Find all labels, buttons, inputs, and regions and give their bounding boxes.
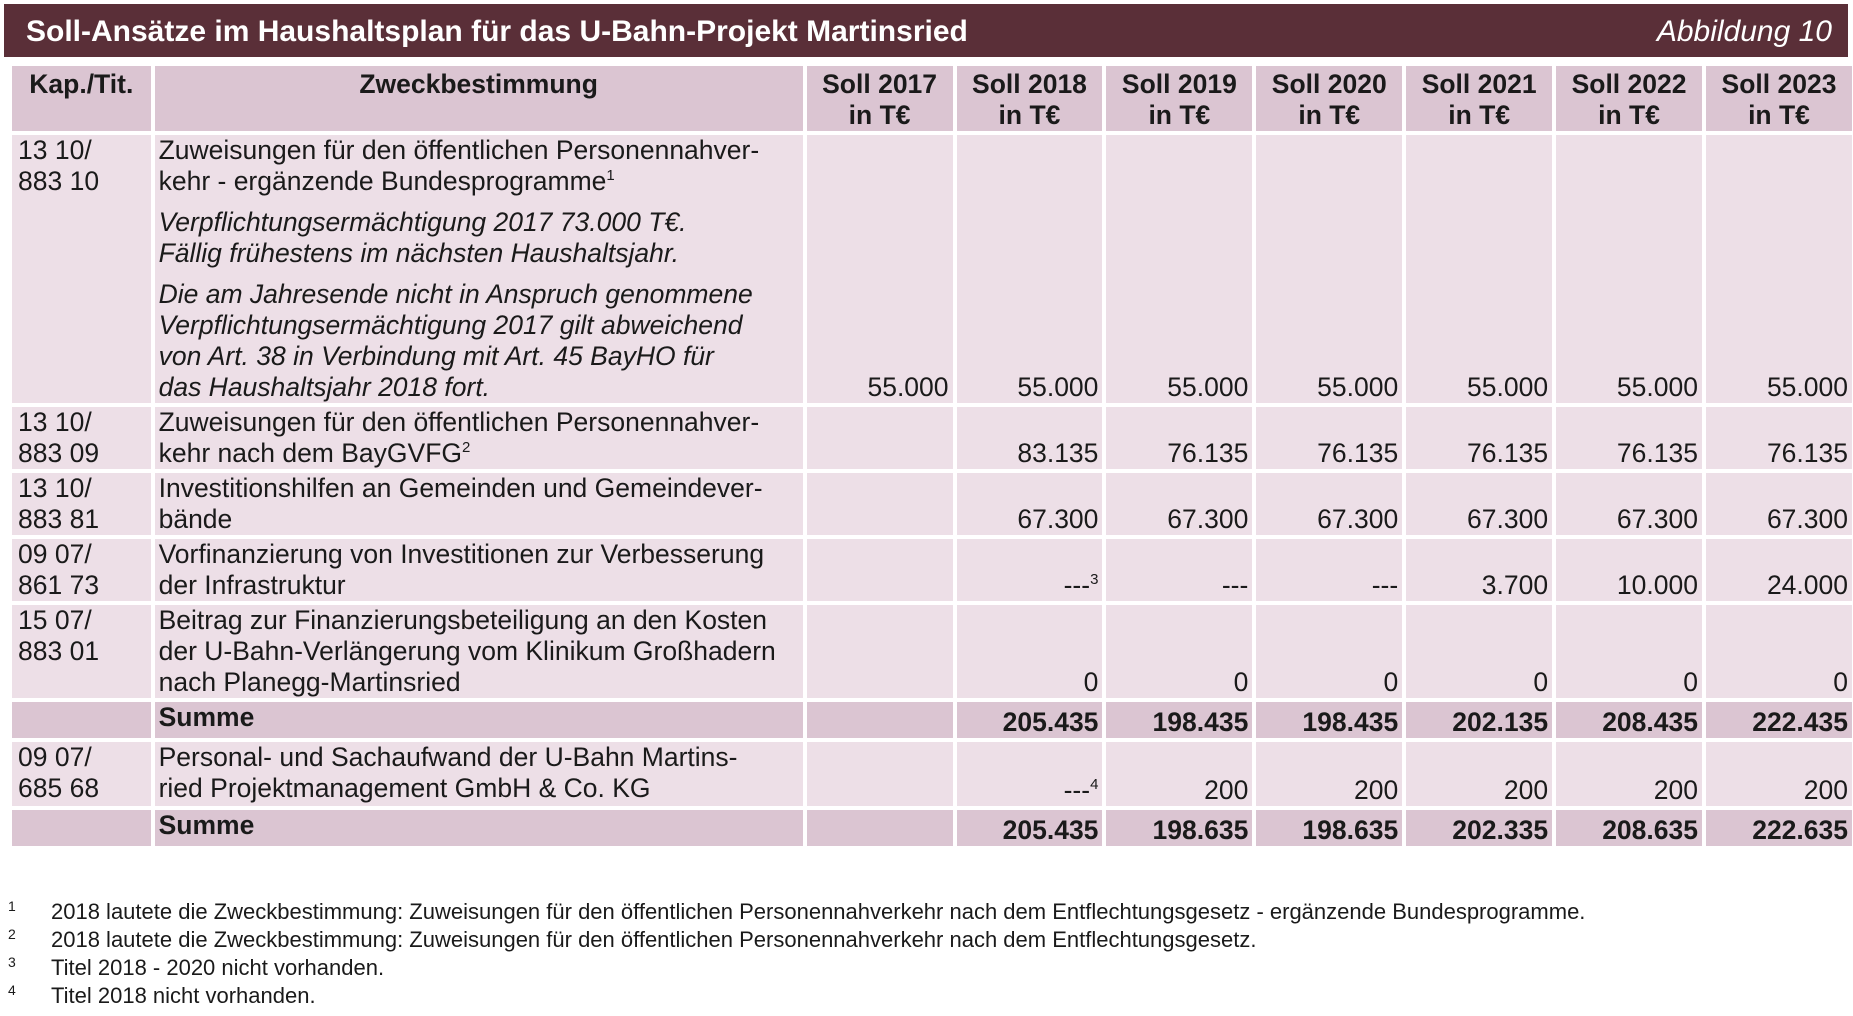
value-text: 198.635: [1302, 815, 1399, 845]
value-text: 222.435: [1752, 707, 1848, 737]
value-cell: [1706, 135, 1852, 403]
value-cell: [1406, 135, 1552, 403]
value-cell: [1556, 407, 1702, 469]
header-code: Kap./Tit.: [12, 66, 151, 131]
purpose-note: Die am Jahresende nicht in Anspruch genommene Verpflichtungsermächtigung 2017 gilt abweichend von Art. 38 in Verbindung mit Art. 45 BayHO für das Haushaltsjahr 2018 fort.: [158, 279, 753, 402]
account-code: 09 07/ 861 73: [12, 539, 151, 601]
sum-row: [12, 702, 1852, 738]
value-cell: [1256, 407, 1402, 469]
value-cell: [1706, 473, 1852, 535]
value-cell: [1106, 810, 1252, 846]
value-text: 3.700: [1481, 570, 1549, 600]
value-cell: [1556, 473, 1702, 535]
value-text: 67.300: [1766, 504, 1848, 534]
value-text: 55.000: [1317, 372, 1399, 402]
footnote-ref: 1: [606, 167, 615, 185]
table-row: [12, 605, 1852, 698]
account-code: 15 07/ 883 01: [12, 605, 151, 698]
account-code: 09 07/ 685 68: [12, 742, 151, 806]
table-body: [12, 135, 1852, 846]
value-cell: [1706, 702, 1852, 738]
value-cell: [1406, 605, 1552, 698]
value-text: 202.135: [1452, 707, 1549, 737]
footnote-text: Titel 2018 nicht vorhanden.: [51, 983, 316, 1008]
footnote-number: 3: [8, 954, 16, 970]
value-text: 0: [1233, 667, 1249, 697]
value-cell: [807, 407, 953, 469]
value-text: 200: [1803, 775, 1848, 805]
value-cell: [1256, 135, 1402, 403]
value-cell: [1706, 605, 1852, 698]
header-year: Soll 2022 in T€: [1556, 66, 1702, 131]
header-row: [12, 66, 1852, 131]
purpose-cell: [155, 539, 803, 601]
value-cell: [957, 135, 1103, 403]
value-text: 200: [1653, 775, 1698, 805]
value-cell: [807, 605, 953, 698]
footnote-number: 2: [8, 926, 16, 942]
table-row: [12, 539, 1852, 601]
purpose-cell: [155, 473, 803, 535]
value-cell: [807, 702, 953, 738]
value-cell: [807, 810, 953, 846]
table-row: [12, 135, 1852, 403]
value-cell: [957, 742, 1103, 806]
account-code: 13 10/ 883 09: [12, 407, 151, 469]
value-cell: [1556, 810, 1702, 846]
value-text: 55.000: [1616, 372, 1698, 402]
value-text: 67.300: [1317, 504, 1399, 534]
budget-table: [8, 62, 1853, 850]
value-text: 222.635: [1752, 815, 1848, 845]
header-year: Soll 2020 in T€: [1256, 66, 1402, 131]
value-cell: [1706, 407, 1852, 469]
value-text: 0: [1383, 667, 1399, 697]
value-text: ---: [1063, 775, 1091, 805]
value-cell: [957, 473, 1103, 535]
value-cell: [807, 539, 953, 601]
value-cell: [1706, 742, 1852, 806]
value-text: 205.435: [1002, 815, 1099, 845]
footnote-ref: 3: [1090, 571, 1099, 589]
value-cell: [1556, 135, 1702, 403]
purpose-text: Zuweisungen für den öffentlichen Personennahver- kehr nach dem BayGVFG: [158, 407, 760, 468]
value-cell: [1406, 810, 1552, 846]
value-text: 76.135: [1766, 438, 1848, 468]
value-text: 67.300: [1017, 504, 1099, 534]
account-code: 13 10/ 883 10: [12, 135, 151, 403]
value-cell: [1706, 539, 1852, 601]
table-row: [12, 742, 1852, 806]
value-text: 200: [1204, 775, 1249, 805]
value-text: 208.635: [1602, 815, 1698, 845]
value-cell: [1106, 702, 1252, 738]
figure-label: Abbildung 10: [1656, 15, 1832, 48]
value-cell: [1556, 605, 1702, 698]
value-text: ---: [1063, 570, 1091, 600]
value-cell: [1256, 742, 1402, 806]
value-cell: [957, 810, 1103, 846]
header-year: Soll 2019 in T€: [1106, 66, 1252, 131]
value-text: 76.135: [1167, 438, 1249, 468]
value-cell: [1406, 742, 1552, 806]
value-text: 198.435: [1302, 707, 1399, 737]
value-text: 0: [1683, 667, 1698, 697]
footnote-text: 2018 lautete die Zweckbestimmung: Zuweisungen für den öffentlichen Personennahverkehr nach dem Entflechtungsgesetz.: [51, 927, 1257, 952]
sum-label: Summe: [155, 702, 803, 738]
footnote-text: 2018 lautete die Zweckbestimmung: Zuweisungen für den öffentlichen Personennahverkehr nach dem Entflechtungsgesetz - ergänzende Bundesprogramme.: [51, 899, 1586, 924]
account-code: 13 10/ 883 81: [12, 473, 151, 535]
value-text: 76.135: [1467, 438, 1549, 468]
purpose-cell: [155, 407, 803, 469]
value-cell: [1106, 742, 1252, 806]
value-cell: [807, 135, 953, 403]
value-cell: [1106, 605, 1252, 698]
value-text: 205.435: [1002, 707, 1099, 737]
value-cell: [957, 407, 1103, 469]
value-cell: [1406, 539, 1552, 601]
header-year: Soll 2021 in T€: [1406, 66, 1552, 131]
footnote-ref: 2: [462, 439, 471, 457]
purpose-text: Vorfinanzierung von Investitionen zur Verbesserung der Infrastruktur: [158, 539, 765, 600]
value-cell: [1706, 810, 1852, 846]
footnote-text: Titel 2018 - 2020 nicht vorhanden.: [51, 955, 385, 980]
value-text: 55.000: [867, 372, 949, 402]
value-text: 200: [1353, 775, 1399, 805]
value-cell: [807, 742, 953, 806]
value-cell: [1556, 539, 1702, 601]
header-year: Soll 2017 in T€: [807, 66, 953, 131]
value-text: 200: [1503, 775, 1549, 805]
value-text: 0: [1083, 667, 1099, 697]
value-cell: [1106, 135, 1252, 403]
footnote-number: 4: [8, 982, 16, 998]
value-cell: [1106, 407, 1252, 469]
value-text: 55.000: [1766, 372, 1848, 402]
value-text: 208.435: [1602, 707, 1698, 737]
value-text: 67.300: [1616, 504, 1698, 534]
header-year: Soll 2018 in T€: [957, 66, 1103, 131]
footnote-number: 1: [8, 898, 16, 914]
value-cell: [1106, 539, 1252, 601]
value-text: 0: [1833, 667, 1848, 697]
value-cell: [1406, 702, 1552, 738]
purpose-note: Verpflichtungsermächtigung 2017 73.000 T€. Fällig frühestens im nächsten Haushaltsjahr.: [158, 207, 687, 268]
purpose-cell: [155, 742, 803, 806]
value-text: ---: [1221, 570, 1249, 600]
value-cell: [1256, 810, 1402, 846]
header-purpose: Zweckbestimmung: [155, 66, 803, 131]
value-text: 83.135: [1017, 438, 1099, 468]
value-cell: [1256, 473, 1402, 535]
table-row: [12, 407, 1852, 469]
value-text: 198.435: [1152, 707, 1249, 737]
table-row: [12, 473, 1852, 535]
value-cell: [1256, 605, 1402, 698]
value-cell: [1556, 742, 1702, 806]
sum-row: [12, 810, 1852, 846]
title-bar: [4, 4, 1848, 57]
value-text: 67.300: [1467, 504, 1549, 534]
purpose-cell: [155, 605, 803, 698]
table-title: Soll-Ansätze im Haushaltsplan für das U-Bahn-Projekt Martinsried: [26, 15, 968, 48]
value-text: ---: [1371, 570, 1399, 600]
purpose-text: Personal- und Sachaufwand der U-Bahn Martins- ried Projektmanagement GmbH & Co. KG: [158, 742, 738, 803]
purpose-text: Zuweisungen für den öffentlichen Personennahver- kehr - ergänzende Bundesprogramme: [158, 135, 760, 196]
value-cell: [1256, 539, 1402, 601]
value-text: 0: [1533, 667, 1549, 697]
value-cell: [1556, 702, 1702, 738]
footnote-ref: 4: [1090, 776, 1099, 794]
sum-label: Summe: [155, 810, 803, 846]
value-cell: [1406, 407, 1552, 469]
value-cell: [807, 473, 953, 535]
value-cell: [1106, 473, 1252, 535]
value-text: 76.135: [1616, 438, 1698, 468]
value-cell: [1406, 473, 1552, 535]
value-text: 55.000: [1167, 372, 1249, 402]
value-text: 202.335: [1452, 815, 1549, 845]
value-text: 67.300: [1167, 504, 1249, 534]
value-text: 55.000: [1017, 372, 1099, 402]
value-text: 10.000: [1616, 570, 1698, 600]
purpose-cell: [155, 135, 803, 403]
value-text: 198.635: [1152, 815, 1249, 845]
value-text: 76.135: [1317, 438, 1399, 468]
value-cell: [957, 702, 1103, 738]
purpose-text: Beitrag zur Finanzierungsbeteiligung an den Kosten der U-Bahn-Verlängerung vom Klinikum Großhadern nach Planegg-Martinsried: [158, 605, 776, 697]
purpose-text: Investitionshilfen an Gemeinden und Gemeindever- bände: [158, 473, 763, 534]
value-cell: [957, 539, 1103, 601]
value-text: 24.000: [1766, 570, 1848, 600]
sum-code: [12, 702, 151, 738]
value-text: 55.000: [1467, 372, 1549, 402]
sum-code: [12, 810, 151, 846]
header-year: Soll 2023 in T€: [1706, 66, 1852, 131]
value-cell: [1256, 702, 1402, 738]
value-cell: [957, 605, 1103, 698]
